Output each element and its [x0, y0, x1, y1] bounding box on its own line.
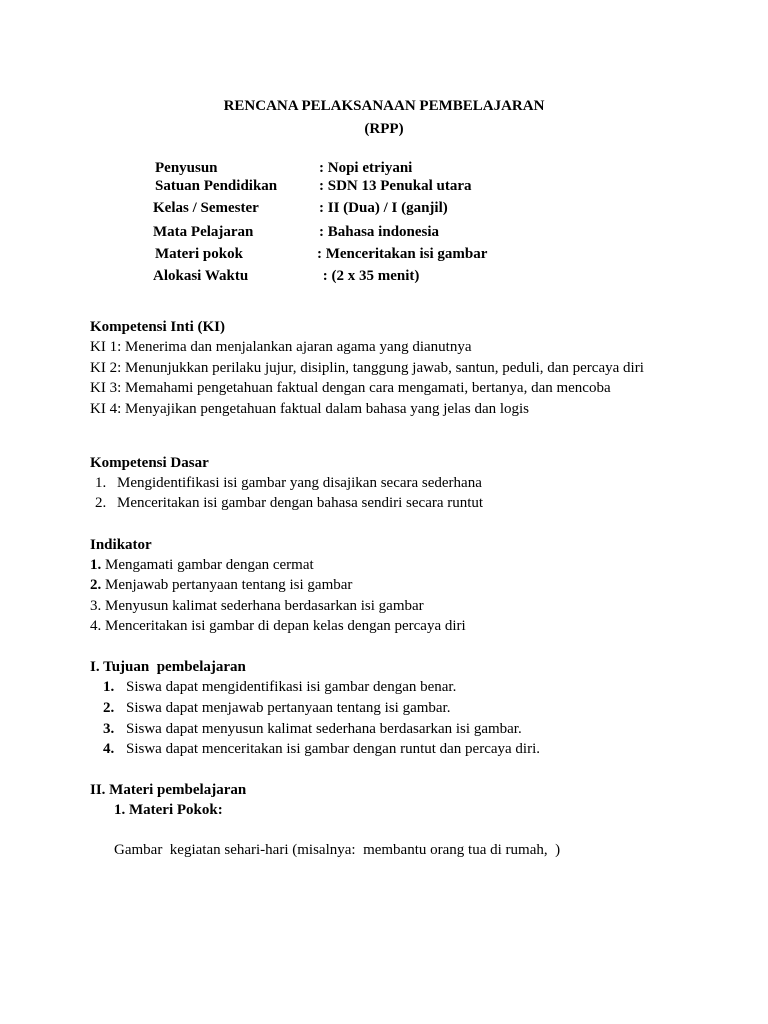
indikator-text: Menjawab pertanyaan tentang isi gambar [101, 577, 353, 593]
identity-value-satuan: : SDN 13 Penukal utara [319, 178, 472, 194]
identity-value-penyusun: : Nopi etriyani [319, 160, 413, 176]
identity-value-alokasi: : (2 x 35 menit) [319, 268, 420, 284]
indikator-number: 4. [90, 618, 102, 634]
indikator-item [90, 596, 424, 616]
tujuan-heading: I. Tujuan pembelajaran [90, 659, 246, 675]
indikator-number: 3. [90, 598, 102, 614]
ki-heading: Kompetensi Inti (KI) [90, 319, 225, 335]
tujuan-item-text: Siswa dapat mengidentifikasi isi gambar dengan benar. [126, 679, 457, 695]
ki-item: KI 1: Menerima dan menjalankan ajaran agama yang dianutnya [90, 339, 472, 355]
indikator-item [90, 575, 352, 595]
tujuan-item-text: Siswa dapat menyusun kalimat sederhana berdasarkan isi gambar. [126, 721, 522, 737]
identity-label-satuan: Satuan Pendidikan [155, 178, 278, 194]
tujuan-item-text: Siswa dapat menjawab pertanyaan tentang isi gambar. [126, 700, 451, 716]
tujuan-item-number: 4. [103, 741, 115, 757]
document-title: RENCANA PELAKSANAAN PEMBELAJARAN [223, 98, 545, 114]
tujuan-item-number: 2. [103, 700, 115, 716]
tujuan-item-number: 3. [103, 721, 115, 737]
indikator-item [90, 616, 466, 636]
materi-sub-heading: 1. Materi Pokok: [114, 802, 223, 818]
indikator-item [90, 555, 314, 575]
indikator-text: Menceritakan isi gambar di depan kelas dengan percaya diri [101, 618, 466, 634]
identity-value-materi: : Menceritakan isi gambar [317, 246, 488, 262]
kd-item-text: Mengidentifikasi isi gambar yang disajikan secara sederhana [117, 475, 482, 491]
materi-text: Gambar kegiatan sehari-hari (misalnya: membantu orang tua di rumah, ) [114, 842, 561, 858]
kd-item-text: Menceritakan isi gambar dengan bahasa sendiri secara runtut [117, 495, 484, 511]
identity-value-mapel: : Bahasa indonesia [319, 224, 440, 240]
document-subtitle: (RPP) [364, 121, 404, 137]
identity-label-mapel: Mata Pelajaran [153, 224, 254, 240]
indikator-text: Mengamati gambar dengan cermat [101, 557, 314, 573]
kd-item-number: 1. [95, 475, 107, 491]
identity-label-alokasi: Alokasi Waktu [153, 268, 249, 284]
ki-item: KI 2: Menunjukkan perilaku jujur, disiplin, tanggung jawab, santun, peduli, dan percaya diri [90, 360, 644, 376]
materi-heading: II. Materi pembelajaran [90, 782, 247, 798]
tujuan-item-number: 1. [103, 679, 115, 695]
identity-value-kelas: : II (Dua) / I (ganjil) [319, 200, 448, 216]
indikator-heading: Indikator [90, 537, 152, 553]
tujuan-item-text: Siswa dapat menceritakan isi gambar dengan runtut dan percaya diri. [126, 741, 541, 757]
ki-item: KI 3: Memahami pengetahuan faktual dengan cara mengamati, bertanya, dan mencoba [90, 380, 611, 396]
identity-label-kelas: Kelas / Semester [153, 200, 259, 216]
kd-item-number: 2. [95, 495, 107, 511]
indikator-text: Menyusun kalimat sederhana berdasarkan isi gambar [101, 598, 424, 614]
indikator-number: 2. [90, 577, 102, 593]
identity-label-penyusun: Penyusun [155, 160, 218, 176]
indikator-number: 1. [90, 557, 102, 573]
kd-heading: Kompetensi Dasar [90, 455, 209, 471]
identity-label-materi: Materi pokok [155, 246, 243, 262]
ki-item: KI 4: Menyajikan pengetahuan faktual dalam bahasa yang jelas dan logis [90, 401, 530, 417]
